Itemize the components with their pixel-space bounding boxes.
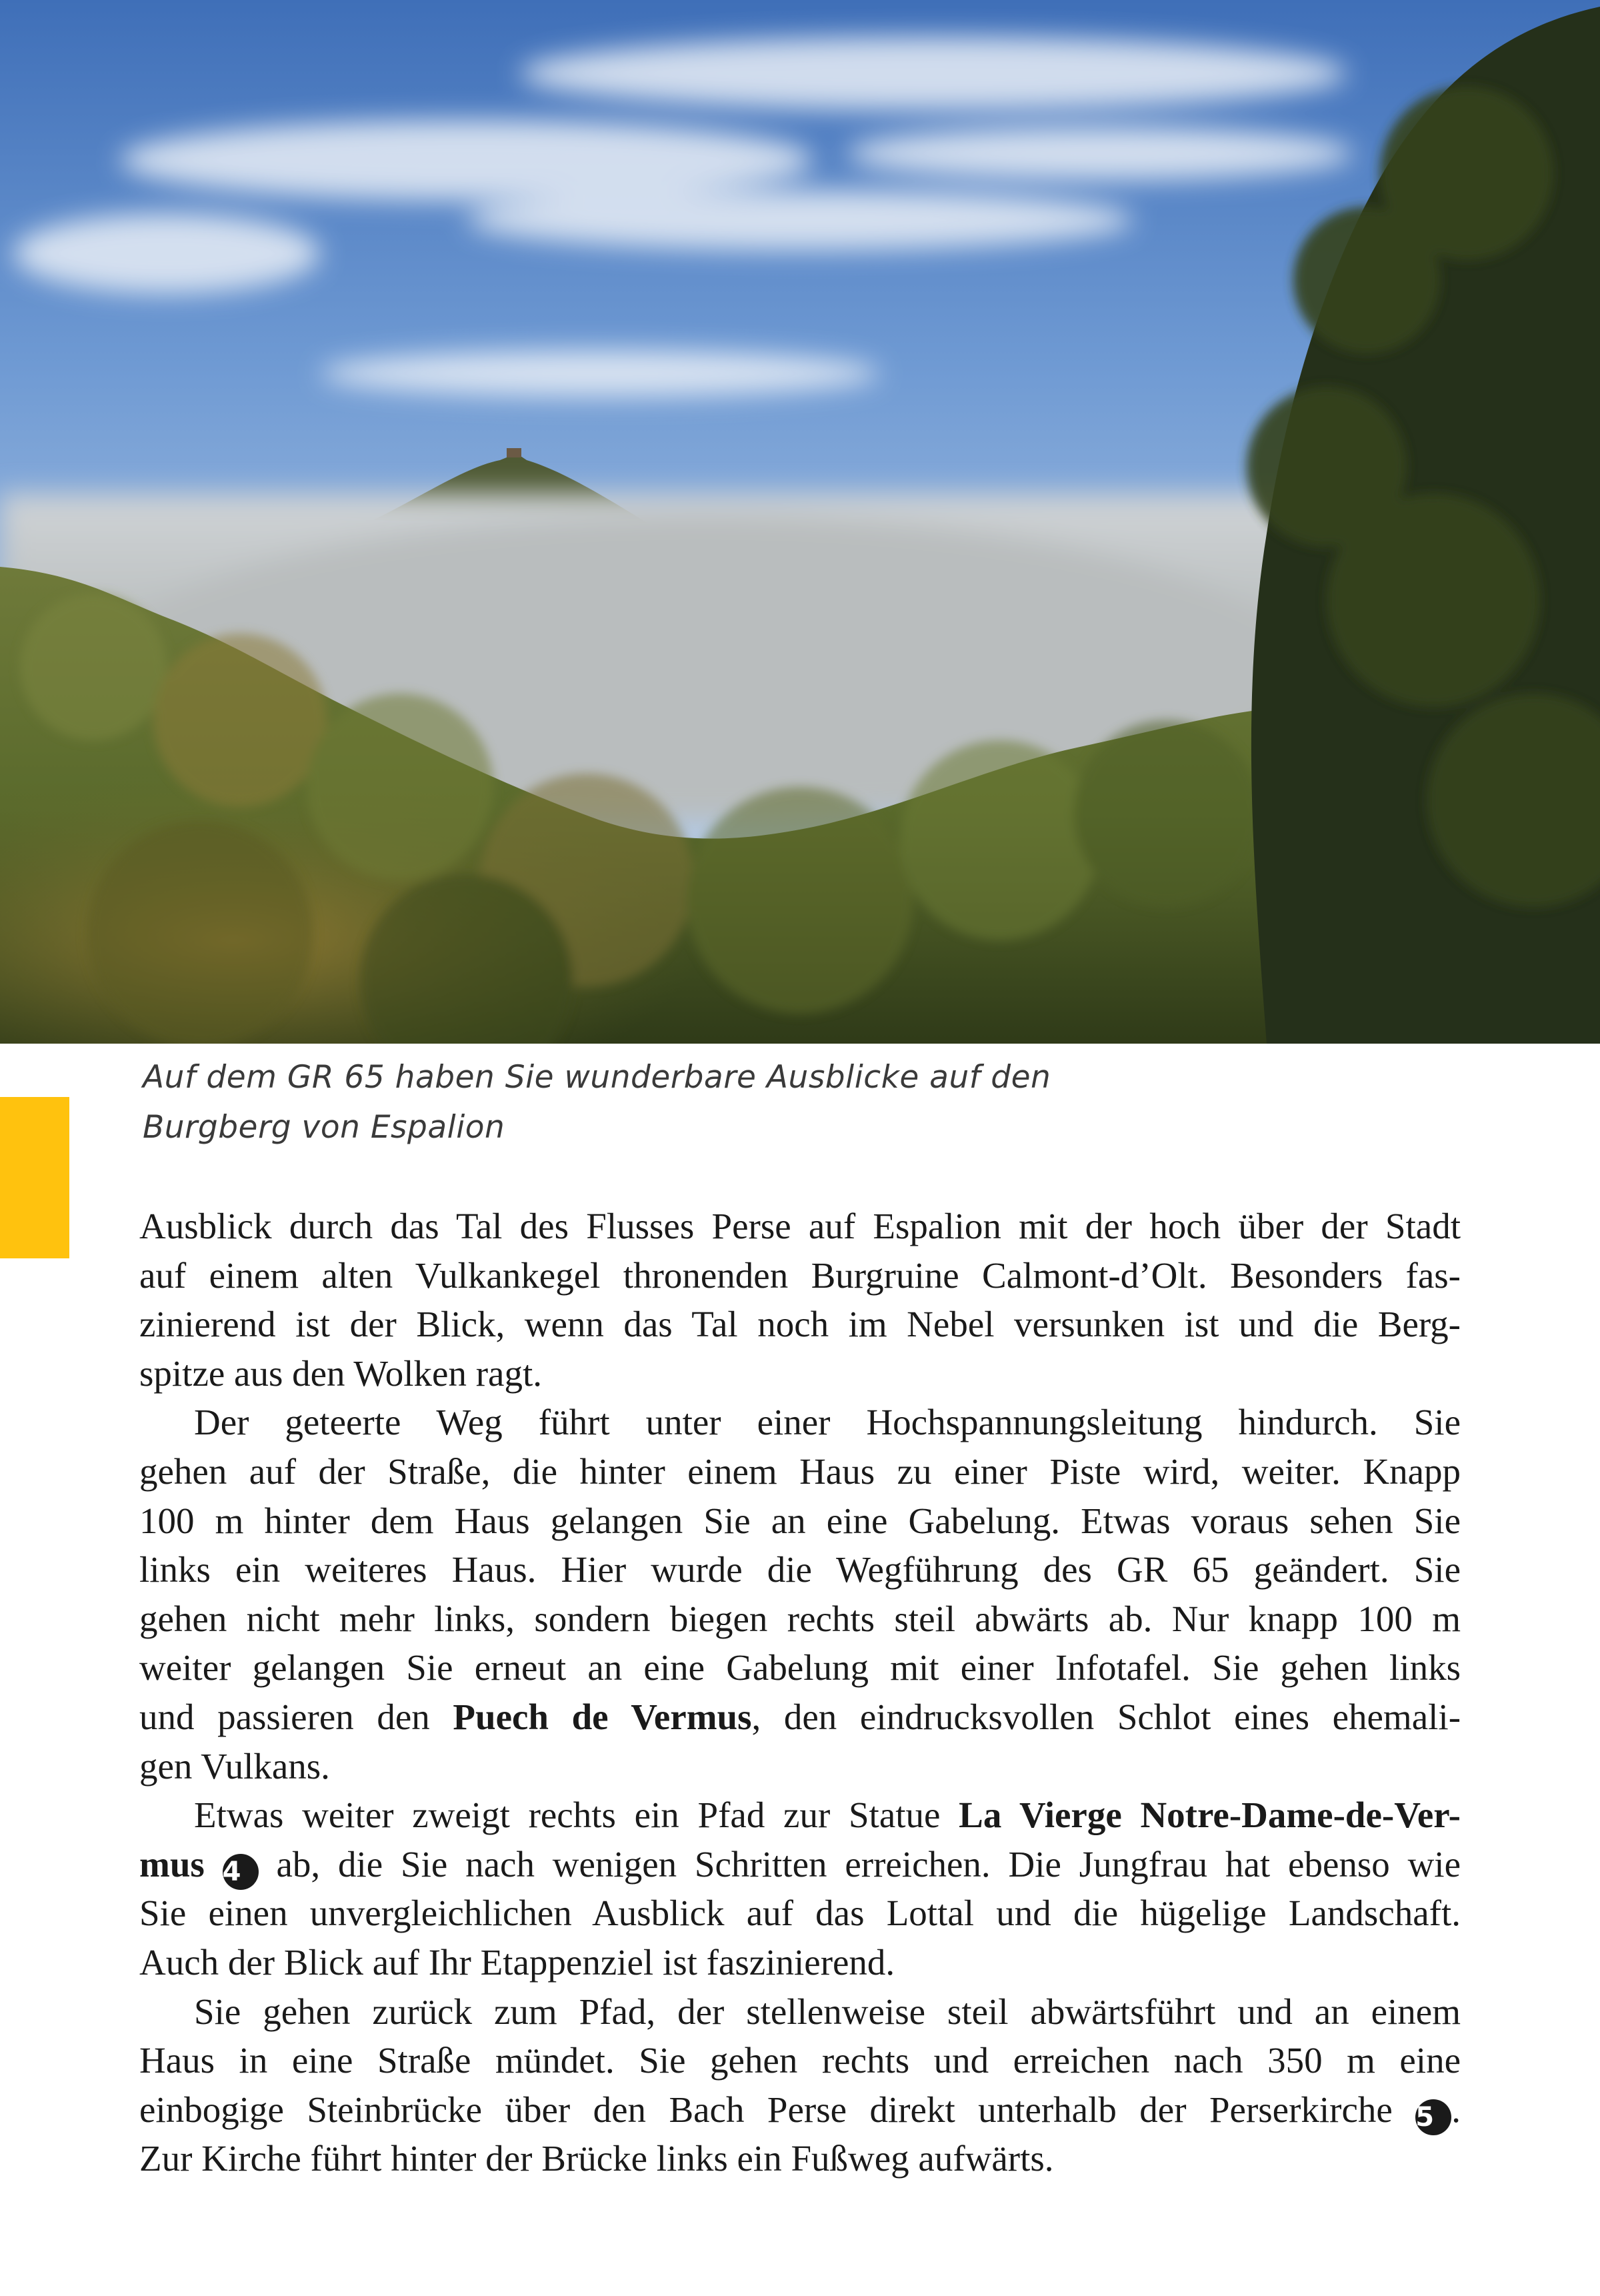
- caption-line-1: Auf dem GR 65 haben Sie wunderbare Ausblicke auf den: [143, 1059, 1051, 1096]
- text-line: Sie gehen zurück zum Pfad, der stellenweise steil abwärtsführt und an einem: [194, 1991, 1461, 2032]
- place-name-puech-de-vermus: Puech de Vermus: [453, 1696, 752, 1737]
- text-line: [139, 2085, 1461, 2135]
- text-line: spitze aus den Wolken ragt.: [139, 1352, 542, 1394]
- text-line: 100 m hinter dem Haus gelangen Sie an eine Gabelung. Etwas voraus sehen Sie: [139, 1500, 1461, 1541]
- text-line: gehen auf der Straße, die hinter einem Haus zu einer Piste wird, weiter. Knapp: [139, 1450, 1461, 1492]
- text-line: Auch der Blick auf Ihr Etappenziel ist faszinierend.: [139, 1941, 895, 1983]
- photo-caption: [143, 1052, 1476, 1152]
- text-line: links ein weiteres Haus. Hier wurde die Wegführung des GR 65 geändert. Sie: [139, 1549, 1461, 1590]
- chapter-tab-marker: [0, 1097, 69, 1258]
- text-line: Ausblick durch das Tal des Flusses Perse auf Espalion mit der hoch über der Stadt: [139, 1206, 1461, 1246]
- landscape-photo: [0, 0, 1600, 1044]
- text-line: zinierend ist der Blick, wenn das Tal noch im Nebel versunken ist und die Berg-: [139, 1304, 1461, 1345]
- body-text: [139, 1202, 1461, 2183]
- text-line: Sie einen unvergleichlichen Ausblick auf das Lottal und die hügelige Landschaft.: [139, 1893, 1461, 1934]
- place-name-la-vierge: La Vierge Notre-Dame-de-Ver-: [959, 1795, 1461, 1836]
- text-run: ab, die Sie nach wenigen Schritten erreichen. Die Jungfrau hat ebenso wie: [258, 1843, 1461, 1885]
- text-line: gen Vulkans.: [139, 1745, 330, 1787]
- text-line: [139, 1840, 1461, 1889]
- waypoint-5-marker: 5: [1415, 2099, 1451, 2135]
- text-line: gehen nicht mehr links, sondern biegen rechts steil abwärts ab. Nur knapp 100 m: [139, 1598, 1461, 1639]
- text-line: [139, 1692, 1461, 1742]
- caption-line-2: Burgberg von Espalion: [143, 1109, 505, 1146]
- text-run: .: [1451, 2089, 1461, 2130]
- text-line: Haus in eine Straße mündet. Sie gehen rechts und erreichen nach 350 m eine: [139, 2040, 1461, 2081]
- text-run: Etwas weiter zweigt rechts ein Pfad zur Statue: [194, 1795, 959, 1836]
- text-line: [139, 1791, 1461, 1840]
- place-name-la-vierge-cont: mus: [139, 1843, 205, 1885]
- text-line: Zur Kirche führt hinter der Brücke links ein Fußweg aufwärts.: [139, 2138, 1054, 2179]
- text-line: weiter gelangen Sie erneut an eine Gabelung mit einer Infotafel. Sie gehen links: [139, 1647, 1461, 1688]
- text-run: , den eindrucksvollen Schlot eines ehemali-: [751, 1696, 1461, 1737]
- text-line: Der geteerte Weg führt unter einer Hochspannungsleitung hindurch. Sie: [194, 1402, 1461, 1443]
- waypoint-4-marker: 4: [223, 1854, 259, 1890]
- text-run: einbogige Steinbrücke über den Bach Perse direkt unterhalb der Perserkirche: [139, 2089, 1416, 2130]
- text-line: auf einem alten Vulkankegel thronenden Burgruine Calmont-d’Olt. Besonders fas-: [139, 1254, 1461, 1296]
- text-run: und passieren den: [139, 1696, 453, 1737]
